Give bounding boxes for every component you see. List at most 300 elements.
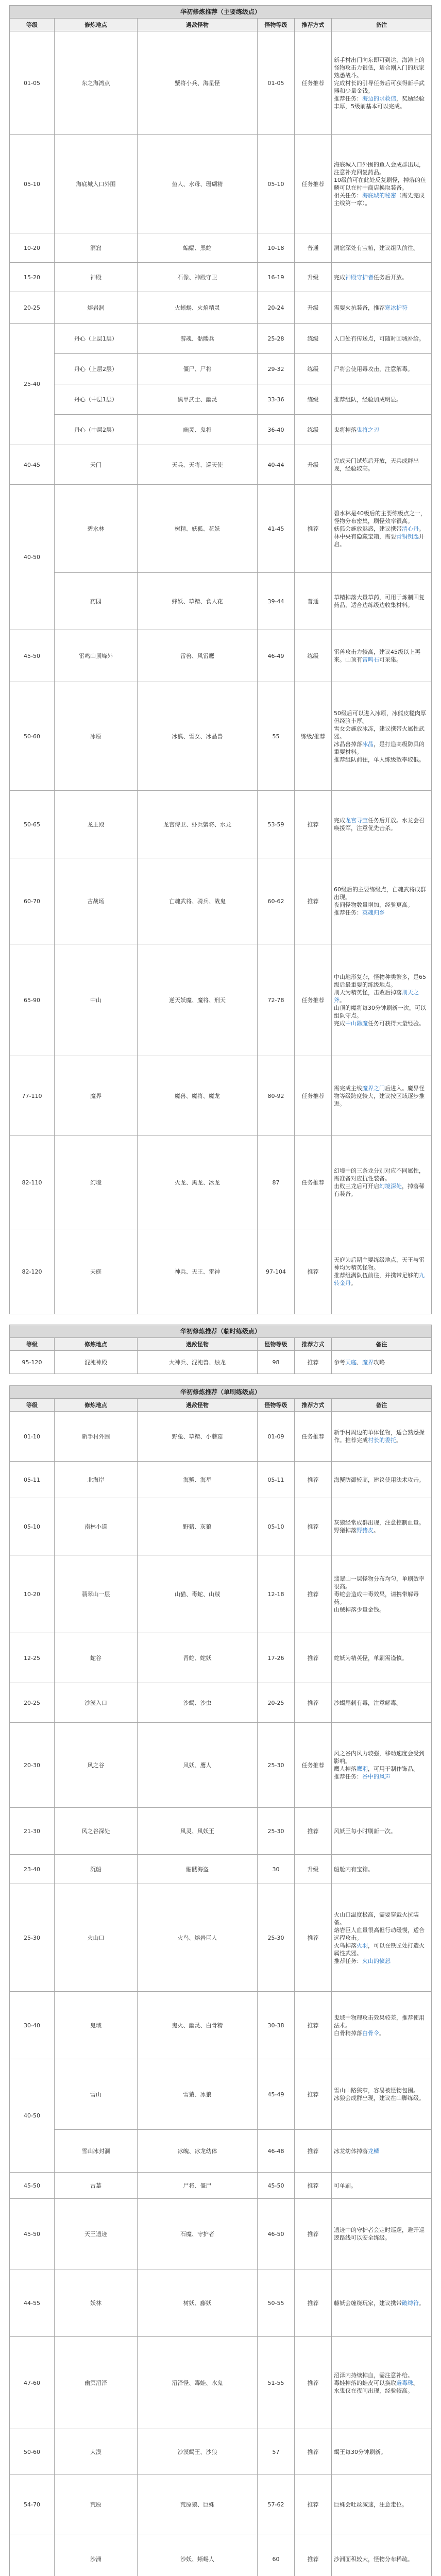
note-cell <box>332 573 431 630</box>
monsters-cell: 游魂、骷髅兵 <box>138 324 257 353</box>
monster-level-cell: 57 <box>258 2429 294 2475</box>
note-cell <box>332 858 431 944</box>
level-cell: 12-25 <box>10 1633 54 1683</box>
note-text <box>334 244 419 252</box>
level-cell: 60-70 <box>10 858 54 944</box>
type-cell: 升级 <box>295 263 331 292</box>
note-segment: 遗迹中的守护者会定时巡逻，避开巡逻路线可以安全练级。 <box>334 2227 425 2241</box>
monsters-cell: 神兵、天王、雷神 <box>138 1229 257 1314</box>
level-cell: 40-50 <box>10 2059 54 2172</box>
monster-level-cell: 97-104 <box>258 1229 294 1314</box>
type-cell: 推荐 <box>295 2475 331 2534</box>
level-cell: 23-40 <box>10 1855 54 1884</box>
monsters-cell: 黑甲武士、幽灵 <box>138 384 257 414</box>
place-cell: 海底城入口外围 <box>55 135 137 233</box>
monsters-cell: 鬼火、幽灵、白骨精 <box>138 1992 257 2059</box>
place-cell: 神殿 <box>55 263 137 292</box>
note-link[interactable]: 海边的求救信 <box>362 95 396 102</box>
note-segment: 。 <box>374 1527 379 1534</box>
column-header: 备注 <box>332 1338 431 1350</box>
note-cell <box>332 2199 431 2269</box>
note-link[interactable]: 龙鳞 <box>368 2147 379 2155</box>
note-text <box>334 594 429 609</box>
place-cell: 天王遗迹 <box>55 2199 137 2269</box>
solo-leveling-table <box>9 1385 432 2576</box>
place-cell: 沙漠入口 <box>55 1683 137 1722</box>
place-cell: 丹心（中层2层） <box>55 415 137 445</box>
place-cell: 天门 <box>55 445 137 484</box>
monster-level-cell: 50-55 <box>258 2269 294 2336</box>
note-segment: 完成 <box>334 274 345 281</box>
note-cell <box>332 1723 431 1807</box>
note-segment: 巨蛛会吐丝减速，注意走位。 <box>334 2501 408 2508</box>
type-cell: 推荐 <box>295 1229 331 1314</box>
monster-level-cell: 51-55 <box>258 2337 294 2429</box>
type-cell: 推荐 <box>295 2337 331 2429</box>
note-cell <box>332 324 431 353</box>
type-cell: 升级 <box>295 445 331 484</box>
table-title: 华初修炼推荐（单刷练级点） <box>10 1386 431 1398</box>
note-segment: （需先完成主线第一章）。 <box>334 192 425 207</box>
monsters-cell: 蜂妖、草精、食人花 <box>138 573 257 630</box>
monster-level-cell: 10-18 <box>258 233 294 262</box>
level-cell: 25-40 <box>10 324 54 445</box>
note-text <box>334 365 413 373</box>
monsters-cell: 龙宫侍卫、虾兵蟹将、水龙 <box>138 791 257 858</box>
note-link[interactable]: 白骨令 <box>362 2029 379 2037</box>
monster-level-cell: 55 <box>258 682 294 790</box>
note-segment: 入口处有传送点，可随时回城补给。 <box>334 335 425 342</box>
note-segment: 。 水鬼仅在夜间出现，经验较高。 <box>334 2379 419 2394</box>
monster-level-cell: 53-59 <box>258 791 294 858</box>
note-segment: 开启。 <box>334 533 425 548</box>
place-cell: 东之海湾点 <box>55 31 137 134</box>
note-link[interactable]: 寒冰护符 <box>385 304 408 311</box>
monster-level-cell: 36-40 <box>258 415 294 445</box>
place-cell: 风之谷 <box>55 1723 137 1807</box>
note-text <box>334 426 379 434</box>
note-segment: 风之谷内风力较强，移动速度会受到影响。 鹰人掉落 <box>334 1750 425 1772</box>
place-cell: 混沌神殿 <box>55 1351 137 1374</box>
note-text <box>334 2448 386 2456</box>
type-cell: 练级 <box>295 415 331 445</box>
monsters-cell: 骷髅海盗 <box>138 1855 257 1884</box>
place-cell: 妖林 <box>55 2269 137 2336</box>
monster-level-cell: 30-38 <box>258 1992 294 2059</box>
note-text <box>334 1575 429 1614</box>
note-segment: 可采集。 <box>379 656 402 663</box>
note-cell <box>332 1683 431 1722</box>
note-segment: 中山地形复杂，怪物种类繁多，是65级后最重要的练级地点。 刑天为精英怪，击败后掉落 <box>334 973 426 996</box>
level-cell: 82-120 <box>10 1229 54 1314</box>
note-text <box>334 817 429 832</box>
column-header: 怪物等级 <box>258 19 294 31</box>
note-cell <box>332 292 431 323</box>
monsters-cell: 沙漠蝎王、沙狼 <box>138 2429 257 2475</box>
monsters-cell: 大神兵、混沌兽、烛龙 <box>138 1351 257 1374</box>
monster-level-cell: 60 <box>258 2534 294 2576</box>
note-segment: 参考 <box>334 1359 345 1366</box>
note-link[interactable]: 刑天之斧 <box>334 989 419 1004</box>
level-cell: 05-10 <box>10 135 54 233</box>
column-header: 备注 <box>332 1399 431 1411</box>
type-cell: 练级/推荐 <box>295 682 331 790</box>
note-segment: 海底城入口外围的鱼人会成群出现，注意补充回复药品。 10级前可在此处反复刷怪，掉落的鱼鳞可以在村中商店换取装备。 相关任务： <box>334 161 426 199</box>
place-cell: 药园 <box>55 573 137 630</box>
monsters-cell: 火龙、黑龙、冰龙 <box>138 1136 257 1229</box>
note-cell <box>332 415 431 445</box>
monsters-cell: 鱼人、水母、珊瑚精 <box>138 135 257 233</box>
monsters-cell: 山猫、毒蛇、山贼 <box>138 1555 257 1633</box>
level-cell: 54-70 <box>10 2475 54 2534</box>
monsters-cell: 冰魄、冰龙幼体 <box>138 2130 257 2172</box>
level-cell: 50-60 <box>10 2429 54 2475</box>
monsters-cell: 冰熊、雪女、冰晶兽 <box>138 682 257 790</box>
note-text <box>334 2147 379 2155</box>
place-cell: 冰原 <box>55 682 137 790</box>
column-header: 修炼地点 <box>55 19 137 31</box>
note-link[interactable]: 火山的愤怒 <box>362 1957 391 1964</box>
note-link[interactable]: 破缚符 <box>402 2299 419 2307</box>
type-cell: 推荐 <box>295 1884 331 1991</box>
monsters-cell: 沙蝎、沙虫 <box>138 1683 257 1722</box>
note-segment: 雪山山路狭窄，容易被怪物包围。 冰狼会成群出现，建议在山脚练级。 <box>334 2087 425 2102</box>
place-cell: 中山 <box>55 944 137 1056</box>
level-cell: 50-60 <box>10 682 54 790</box>
place-cell: 鬼域 <box>55 1992 137 2059</box>
monster-level-cell: 72-78 <box>258 944 294 1056</box>
note-link[interactable]: 火羽 <box>357 1942 368 1949</box>
note-cell <box>332 2534 431 2576</box>
place-cell: 大漠 <box>55 2429 137 2475</box>
place-cell: 雷鸣山顶峰外 <box>55 630 137 682</box>
note-segment: 新手村出门向东即可到达，海滩上的怪物攻击力很低，适合刚入门的玩家熟悉战斗。 完成村长的引导任务后可获得新手武器和少量金钱。 推荐任务： <box>334 56 425 102</box>
level-cell: 21-30 <box>10 1808 54 1854</box>
note-cell <box>332 791 431 858</box>
note-segment: 火山口温度极高，需要穿戴火抗装备。 熔岩巨人血量很高但行动缓慢，适合远程攻击。 火鸟掉落 <box>334 1911 425 1949</box>
type-cell: 推荐 <box>295 1633 331 1683</box>
level-cell: 40-50 <box>10 485 54 630</box>
monsters-cell: 天兵、天将、巡天使 <box>138 445 257 484</box>
level-cell: 82-110 <box>10 1136 54 1229</box>
note-text <box>334 709 429 764</box>
note-cell <box>332 1351 431 1374</box>
note-link[interactable]: 九转金丹 <box>334 1272 425 1286</box>
note-cell <box>332 1056 431 1136</box>
place-cell: 沉船 <box>55 1855 137 1884</box>
note-link[interactable]: 神殿守护者 <box>345 274 374 281</box>
type-cell: 推荐 <box>295 2269 331 2336</box>
column-header: 遇敌怪物 <box>138 1399 257 1411</box>
monster-level-cell: 60-62 <box>258 858 294 944</box>
note-text <box>334 2087 425 2102</box>
note-cell <box>332 2173 431 2198</box>
monsters-cell: 蟹将小兵、海星怪 <box>138 31 257 134</box>
note-cell <box>332 2337 431 2429</box>
monster-level-cell: 25-30 <box>258 1884 294 1991</box>
note-text <box>334 396 402 403</box>
note-link[interactable]: 中山除魔 <box>345 1020 368 1027</box>
column-header: 等级 <box>10 1399 54 1411</box>
note-segment: 幻境中的三条龙分别对应不同属性，需准备对应抗性装备。 击败三龙后可开启 <box>334 1167 425 1190</box>
main-leveling-table <box>9 5 432 1314</box>
note-segment: 需要火抗装备，推荐 <box>334 304 385 311</box>
note-link[interactable]: 天庭 <box>345 1359 357 1366</box>
level-cell: 45-50 <box>10 2173 54 2198</box>
place-cell: 北海岸 <box>55 1462 137 1498</box>
monster-level-cell: 80-92 <box>258 1056 294 1136</box>
monster-level-cell: 12-18 <box>258 1555 294 1633</box>
level-cell: 05-10 <box>10 1498 54 1555</box>
note-text <box>334 1084 429 1108</box>
type-cell: 推荐 <box>295 1808 331 1854</box>
column-header: 修炼地点 <box>55 1399 137 1411</box>
note-link[interactable]: 谷中的风声 <box>362 1773 391 1780</box>
monster-level-cell: 87 <box>258 1136 294 1229</box>
temporary-leveling-table <box>9 1325 432 1374</box>
type-cell: 任务推荐 <box>295 1136 331 1229</box>
level-cell: 45-50 <box>10 2199 54 2269</box>
monsters-cell: 沼泽怪、毒蛙、水鬼 <box>138 2337 257 2429</box>
note-link[interactable]: 避毒珠 <box>396 2379 413 2386</box>
level-cell: 65-90 <box>10 944 54 1056</box>
note-segment: 藤妖会缠绕玩家，建议携带 <box>334 2299 402 2307</box>
note-segment: 天庭为后期主要练级地点，天王与雷神均为精英怪物。 推荐组满队伍前往，并携带足够的 <box>334 1257 425 1279</box>
note-link[interactable]: 野猪皮 <box>357 1527 374 1534</box>
table-title: 华初修炼推荐（主要练级点） <box>10 6 431 18</box>
place-cell: 洞窟 <box>55 233 137 262</box>
column-header: 推荐方式 <box>295 1338 331 1350</box>
note-link[interactable]: 鬼将之刃 <box>357 426 379 433</box>
level-cell: 30-40 <box>10 1992 54 2059</box>
note-segment: 沼泽内持续掉血，需注意补给。 毒蛙掉落的蛙皮可以换取 <box>334 2371 413 2386</box>
note-link[interactable]: 村长的委托 <box>368 1437 396 1444</box>
type-cell: 练级 <box>295 324 331 353</box>
monster-level-cell: 39-44 <box>258 573 294 630</box>
monsters-cell: 石像、神殿守卫 <box>138 263 257 292</box>
monsters-cell: 野兔、草精、小蘑菇 <box>138 1412 257 1461</box>
monster-level-cell: 46-50 <box>258 2199 294 2269</box>
note-segment: 沙洲面积较大，怪物分布稀疏。 <box>334 2555 413 2563</box>
note-text <box>334 1750 429 1781</box>
note-link[interactable]: 魔界 <box>362 1359 374 1366</box>
column-header: 等级 <box>10 1338 54 1350</box>
note-segment: 船舱内有宝箱。 <box>334 1866 374 1873</box>
note-link[interactable]: 龙宫寻宝 <box>345 817 368 824</box>
note-link[interactable]: 魔界之门 <box>362 1084 385 1092</box>
monster-level-cell: 16-19 <box>258 263 294 292</box>
monsters-cell: 海蟹、海星 <box>138 1462 257 1498</box>
note-cell <box>332 2429 431 2475</box>
note-segment: 任务后开放。 <box>374 274 408 281</box>
place-cell: 沙洲 <box>55 2534 137 2576</box>
note-segment: 翡翠山一层怪物分布均匀，单刷效率很高。 毒蛇会造成中毒效果，请携带解毒药。 山贼掉落少量金钱。 <box>334 1575 425 1613</box>
note-cell <box>332 1855 431 1884</box>
level-cell: 45-50 <box>10 630 54 682</box>
monsters-cell: 亡魂武将、骑兵、战鬼 <box>138 858 257 944</box>
note-cell <box>332 1462 431 1498</box>
column-header: 修炼地点 <box>55 1338 137 1350</box>
note-segment: 。 <box>351 1280 357 1286</box>
monster-level-cell: 41-45 <box>258 485 294 572</box>
place-cell: 雪山 <box>55 2059 137 2129</box>
type-cell: 任务推荐 <box>295 31 331 134</box>
note-text <box>334 648 429 664</box>
note-cell <box>332 682 431 790</box>
type-cell: 任务推荐 <box>295 1412 331 1461</box>
note-segment: ，可用于制作饰品。 推荐任务： <box>334 1766 419 1780</box>
monster-level-cell: 45-50 <box>258 2173 294 2198</box>
place-cell: 古战场 <box>55 858 137 944</box>
type-cell: 推荐 <box>295 1992 331 2059</box>
note-text <box>334 2501 408 2509</box>
note-text <box>334 161 429 207</box>
level-cell: 95-120 <box>10 1351 54 1374</box>
level-cell: 47-60 <box>10 2337 54 2429</box>
note-segment: ，奖励经验丰厚，5级前基本可以完成。 <box>334 95 425 110</box>
note-text <box>334 1256 429 1287</box>
monsters-cell: 沙妖、蜥蜴人 <box>138 2534 257 2576</box>
place-cell: 天庭 <box>55 1229 137 1314</box>
note-text <box>334 1866 374 1873</box>
note-link[interactable]: 鹰羽 <box>357 1766 368 1772</box>
type-cell: 推荐 <box>295 2199 331 2269</box>
note-link[interactable]: 青铜钥匙 <box>396 533 419 540</box>
type-cell: 推荐 <box>295 2130 331 2172</box>
note-cell <box>332 1498 431 1555</box>
type-cell: 练级 <box>295 384 331 414</box>
note-text <box>334 1699 402 1707</box>
place-cell: 蛇谷 <box>55 1633 137 1683</box>
type-cell: 任务推荐 <box>295 1723 331 1807</box>
note-text <box>334 1827 396 1835</box>
note-segment: ，是打造高级防具的重要材料。 推荐组队前往，单人练级效率较低。 <box>334 740 425 763</box>
note-link[interactable]: 冰晶 <box>362 740 374 748</box>
type-cell: 普通 <box>295 573 331 630</box>
note-text <box>334 2371 419 2395</box>
note-segment: 完成天门试炼后开放，天兵成群出现，经验较高。 <box>334 457 419 472</box>
note-text <box>334 2014 429 2037</box>
place-cell: 风之谷深处 <box>55 1808 137 1854</box>
note-cell <box>332 135 431 233</box>
note-cell <box>332 2475 431 2534</box>
level-cell: 01-10 <box>10 1412 54 1461</box>
note-cell <box>332 354 431 384</box>
monsters-cell: 树妖、藤妖 <box>138 2269 257 2336</box>
note-text <box>334 2226 429 2242</box>
note-segment: 60级后的主要练级点，亡魂武将成群出现。 夜间怪物数量增加，经验更高。 推荐任务： <box>334 886 426 916</box>
type-cell: 推荐 <box>295 858 331 944</box>
note-cell <box>332 485 431 572</box>
column-header: 遇敌怪物 <box>138 19 257 31</box>
note-segment: 尸将会使用毒攻击，注意解毒。 <box>334 365 413 372</box>
note-cell <box>332 630 431 682</box>
place-cell: 雪山冰封洞 <box>55 2130 137 2172</box>
level-cell: 15-20 <box>10 263 54 292</box>
monster-level-cell: 25-28 <box>258 324 294 353</box>
level-cell: 44-55 <box>10 2269 54 2336</box>
monsters-cell: 魔兽、魔将、魔龙 <box>138 1056 257 1136</box>
note-cell <box>332 1808 431 1854</box>
place-cell: 丹心（上层2层） <box>55 354 137 384</box>
level-cell: 50-65 <box>10 791 54 858</box>
monsters-cell: 野猪、灰狼 <box>138 1498 257 1555</box>
type-cell: 普通 <box>295 233 331 262</box>
level-cell: 25-30 <box>10 1884 54 1991</box>
level-cell: 05-11 <box>10 1462 54 1498</box>
note-link[interactable]: 雷鸣石 <box>362 656 379 663</box>
monsters-cell: 荒原狼、巨蛛 <box>138 2475 257 2534</box>
type-cell: 推荐 <box>295 1683 331 1722</box>
place-cell: 翡翠山一层 <box>55 1555 137 1633</box>
type-cell: 任务推荐 <box>295 1056 331 1136</box>
level-cell: 77-110 <box>10 1056 54 1136</box>
type-cell: 升级 <box>295 1855 331 1884</box>
place-cell: 魔界 <box>55 1056 137 1136</box>
monster-level-cell: 45-49 <box>258 2059 294 2129</box>
note-segment: ，掉落稀有装备。 <box>334 1183 425 1197</box>
monster-level-cell: 46-48 <box>258 2130 294 2172</box>
note-segment: 新手村周边的单体怪物，适合熟悉操作。推荐完成 <box>334 1429 425 1444</box>
monsters-cell: 石魔、守护者 <box>138 2199 257 2269</box>
note-segment: 海蟹防御较高，建议使用法术攻击。 <box>334 1476 425 1483</box>
note-cell <box>332 384 431 414</box>
level-cell: 01-05 <box>10 31 54 134</box>
note-segment: 需完成主线 <box>334 1084 362 1092</box>
note-cell <box>332 1412 431 1461</box>
column-header: 遇敌怪物 <box>138 1338 257 1350</box>
monsters-cell: 青蛇、蛇妖 <box>138 1633 257 1683</box>
note-link[interactable]: 海底城的秘密 <box>362 192 396 199</box>
type-cell: 推荐 <box>295 2534 331 2576</box>
note-text <box>334 1359 385 1366</box>
monster-level-cell: 33-36 <box>258 384 294 414</box>
monster-level-cell: 29-32 <box>258 354 294 384</box>
note-segment: 。 林中央有隐藏宝箱，需要 <box>334 525 425 540</box>
note-segment: 鬼域中物理攻击效果较差，推荐使用法术。 白骨精掉落 <box>334 2014 425 2037</box>
note-segment: 。 <box>396 1437 402 1444</box>
place-cell: 碧水林 <box>55 485 137 572</box>
type-cell: 练级 <box>295 354 331 384</box>
note-cell <box>332 944 431 1056</box>
note-segment: 洞窟深处有宝箱，建议组队前往。 <box>334 244 419 251</box>
column-header: 推荐方式 <box>295 19 331 31</box>
note-cell <box>332 1992 431 2059</box>
note-link[interactable]: 幻境深处 <box>379 1183 402 1190</box>
monster-level-cell: 05-11 <box>258 1462 294 1498</box>
place-cell: 幻境 <box>55 1136 137 1229</box>
monster-level-cell: 57-62 <box>258 2475 294 2534</box>
note-text <box>334 1654 408 1662</box>
note-text <box>334 1429 429 1444</box>
note-link[interactable]: 英魂归乡 <box>362 909 385 916</box>
note-cell <box>332 31 431 134</box>
note-segment: 冰龙幼体掉落 <box>334 2147 368 2155</box>
note-segment: 蝎王每30分钟刷新。 <box>334 2448 386 2455</box>
note-segment: 。 <box>379 2029 385 2037</box>
monster-level-cell: 20-24 <box>258 292 294 323</box>
note-segment: 任务后开放。水龙会召唤援军，注意优先击杀。 <box>334 817 425 832</box>
note-segment: 草精掉落大量草药，可用于炼制回复药品，适合边练级边收集材料。 <box>334 594 425 608</box>
note-text <box>334 973 429 1027</box>
type-cell: 推荐 <box>295 2059 331 2129</box>
note-text <box>334 304 408 312</box>
note-segment: 任务可获得大量经验。 <box>368 1020 425 1027</box>
note-segment: 碧水林是40级后的主要练级点之一，怪物分布密集，刷怪效率很高。 妖狐会施放魅惑，建议携带 <box>334 510 426 532</box>
type-cell: 推荐 <box>295 2429 331 2475</box>
note-link[interactable]: 清心丹 <box>402 525 419 532</box>
note-segment: 、 <box>357 1359 362 1366</box>
